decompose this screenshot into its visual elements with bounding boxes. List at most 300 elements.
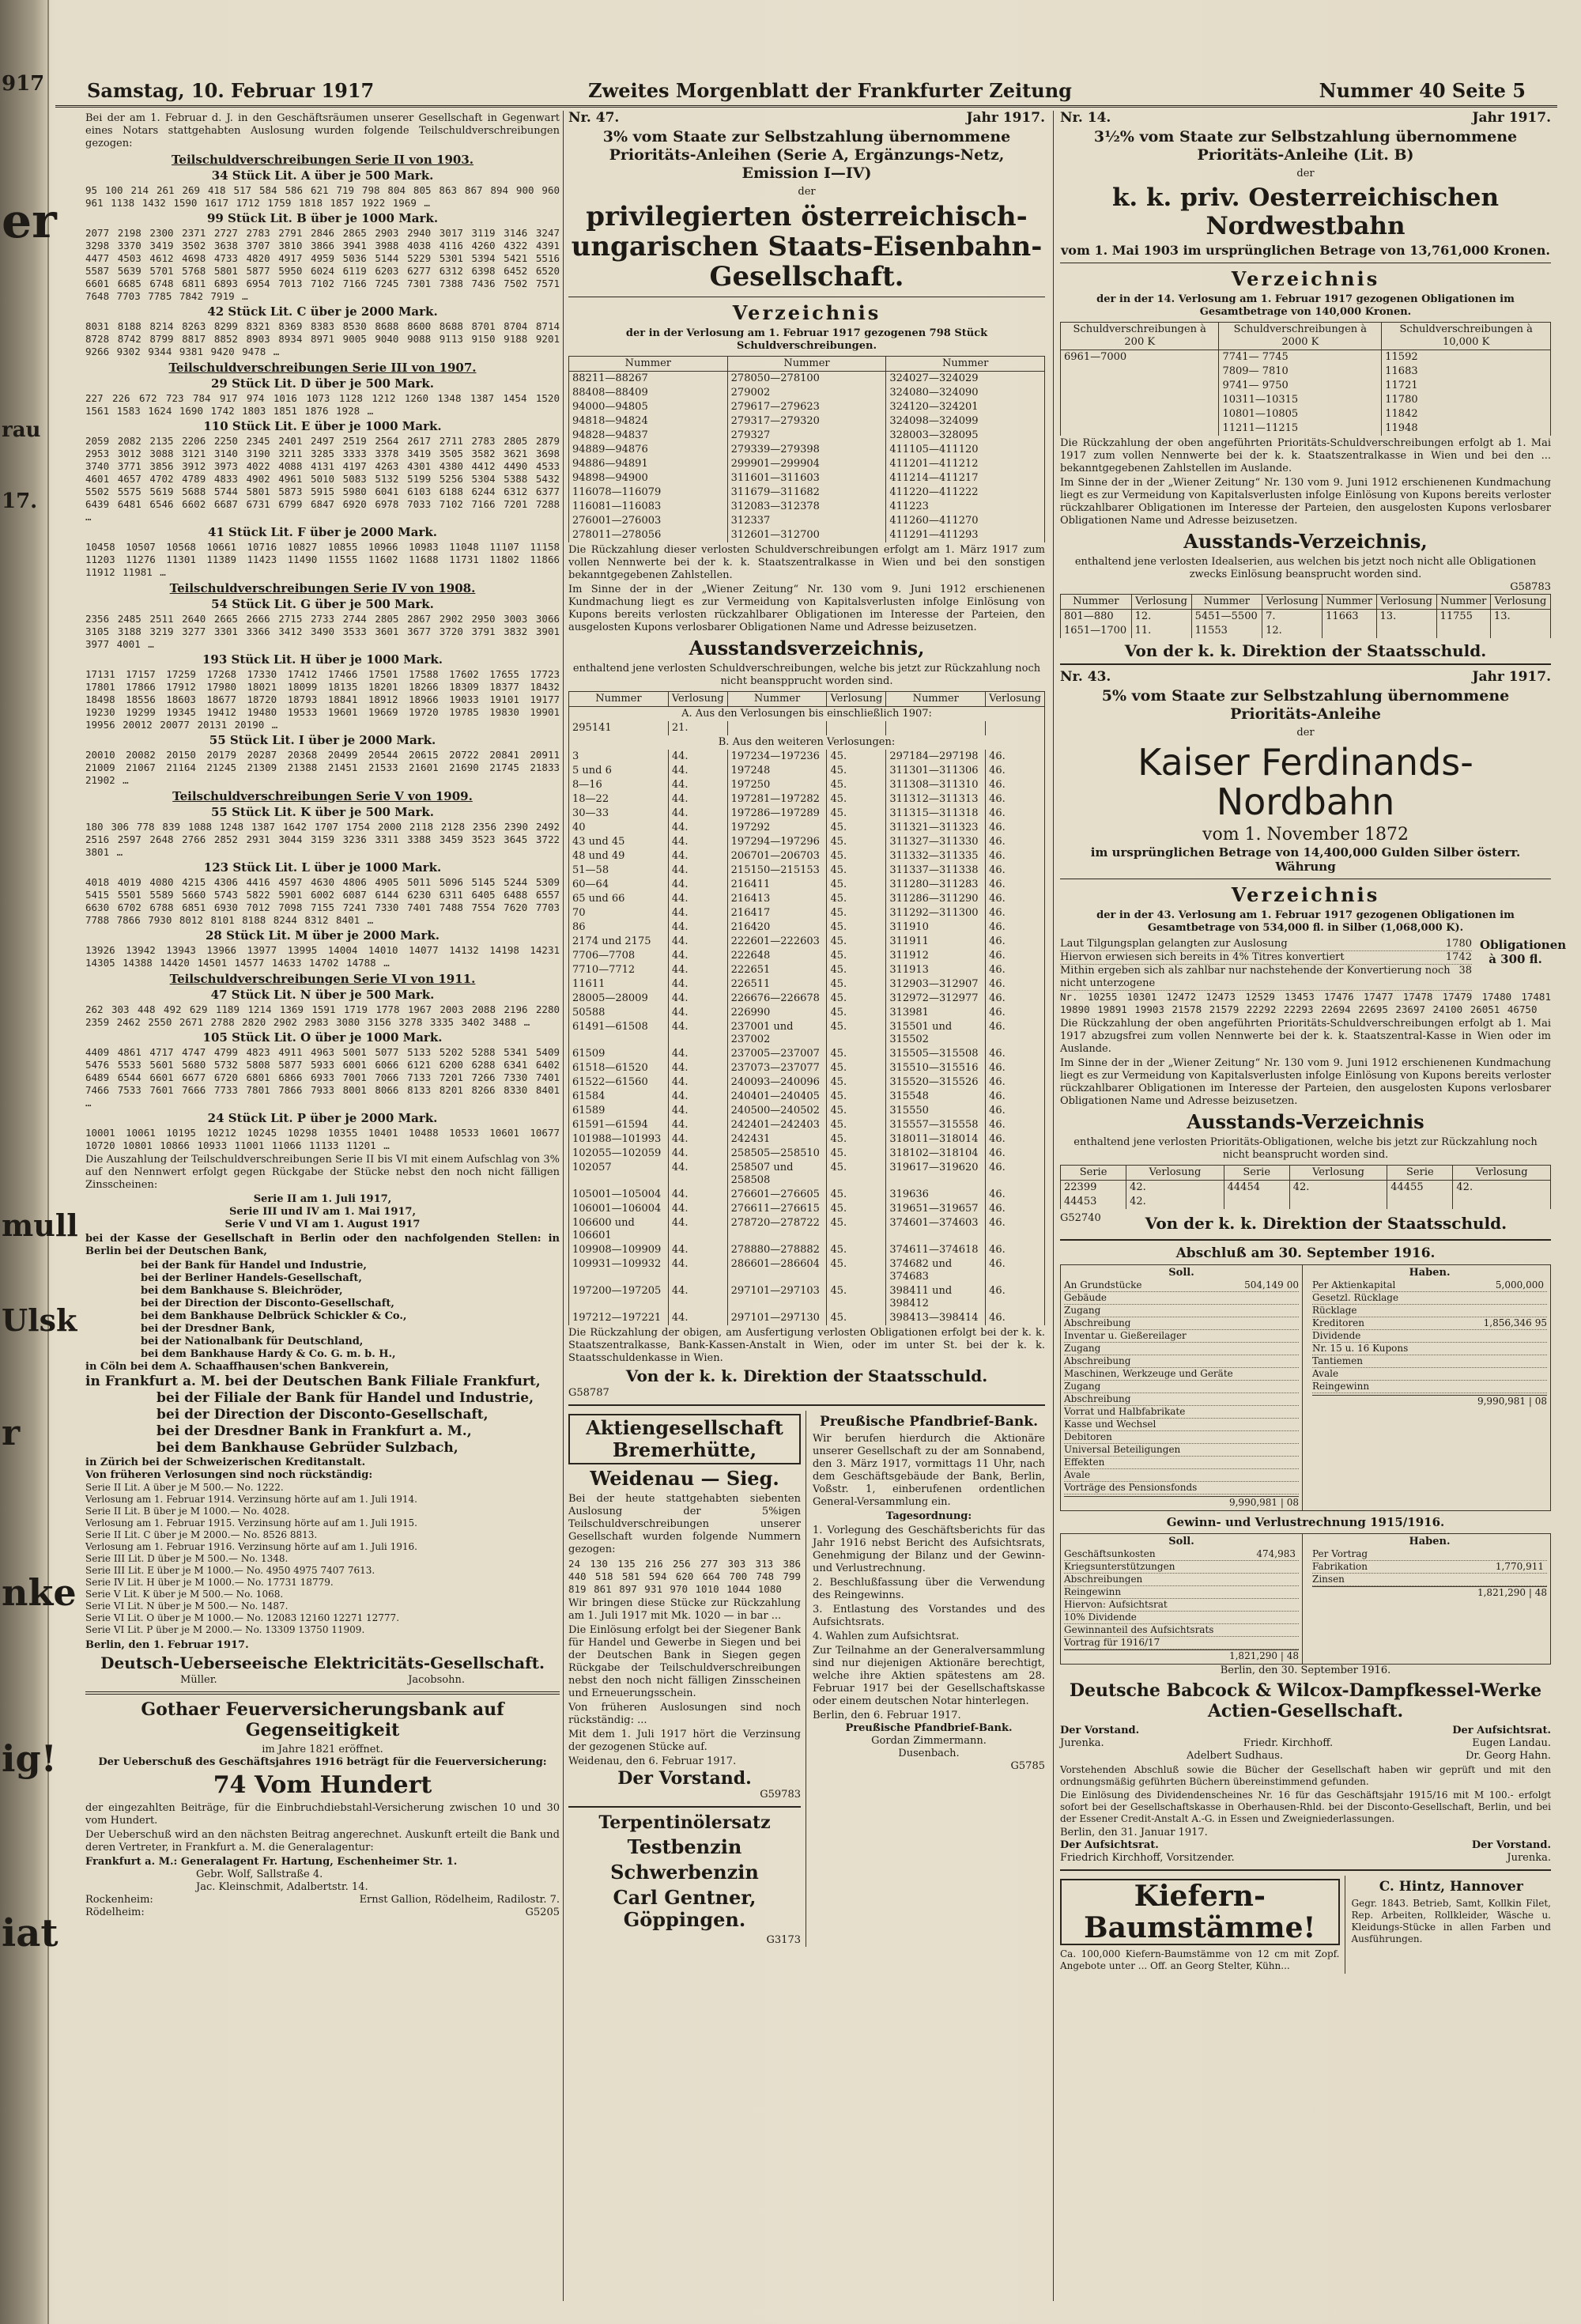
table-cell: 11663 <box>1323 610 1376 625</box>
table-cell: 215150—215153 <box>727 863 827 878</box>
table-cell: 297101—297103 <box>727 1284 827 1311</box>
table-cell: 106001—106004 <box>569 1202 669 1216</box>
table-cell: 106600 und 106601 <box>569 1216 669 1243</box>
table-cell: 11611 <box>569 977 669 992</box>
table-cell: 61522—61560 <box>569 1075 669 1090</box>
balance-side-title: Haben. <box>1409 1267 1451 1279</box>
ledger-pfennig: 95 <box>1534 1317 1547 1328</box>
series-section <box>85 972 560 1152</box>
table-cell <box>1061 393 1219 407</box>
bank-line: in Frankfurt a. M. bei der Deutschen Bank Filiale Frankfurt, <box>85 1374 541 1389</box>
babcock-aufsicht: Der Aufsichtsrat. <box>1060 1839 1159 1851</box>
table-row <box>569 1284 1045 1311</box>
edge-fragment: 917 <box>2 72 45 96</box>
table-header: Verlosung <box>827 692 886 707</box>
gotha-agent-row <box>85 1894 560 1906</box>
table-cell: 319617—319620 <box>886 1161 986 1188</box>
table-cell: 197212—197221 <box>569 1311 669 1325</box>
header-paper-title: Zweites Morgenblatt der Frankfurter Zeitung <box>588 79 1072 102</box>
edge-fragment: nke <box>2 1571 77 1614</box>
table-cell: 3 <box>569 750 669 764</box>
edge-fragment: er <box>2 194 57 249</box>
bremer-text: Von früheren Auslosungen sind noch rückständig: ... <box>568 1702 801 1726</box>
ledger-line <box>1064 1612 1299 1624</box>
table-cell: 237005—237007 <box>727 1047 827 1061</box>
table-cell: 44. <box>668 1161 727 1188</box>
ledger-line <box>1064 1457 1299 1469</box>
table-cell: 46. <box>986 1118 1045 1132</box>
table-cell: 46. <box>986 1243 1045 1257</box>
table-row <box>569 1075 1045 1090</box>
bremer-title: Aktiengesellschaft Bremerhütte, <box>568 1414 801 1464</box>
table-row <box>569 386 1045 400</box>
table-cell: 411291—411293 <box>886 528 1045 542</box>
table-cell: 311910 <box>886 920 986 935</box>
signer: Eugen Landau. <box>1472 1737 1551 1749</box>
balance-total: 1,821,290 | 48 <box>1064 1649 1299 1662</box>
table-cell: 44. <box>668 1090 727 1104</box>
ledger-line <box>1312 1574 1547 1586</box>
table-cell: 279002 <box>727 386 886 400</box>
table-row <box>1061 407 1551 421</box>
bank-line: bei der Bank für Handel und Industrie, <box>141 1260 367 1272</box>
table-header: Schuldverschreibungen à 200 K <box>1061 323 1219 350</box>
babcock-date: Berlin, den 31. Januar 1917. <box>1060 1827 1208 1838</box>
babcock-date: Berlin, den 30. September 1916. <box>1220 1665 1391 1676</box>
lot-numbers: 8031 8188 8214 8263 8299 8321 8369 8383 8530 8688 8600 8688 8701 8704 8714 8728 8742 8799 8817 8852 8903 8934 8971 9005 9040 9088 9113 9150 9188 9201 9266 9302 9344 9381 9420 9478 … <box>85 320 560 357</box>
ledger-label: Nr. 15 u. 16 Kupons <box>1312 1343 1409 1354</box>
table-row <box>569 807 1045 821</box>
table-cell: 801—880 <box>1061 610 1132 625</box>
table-row <box>569 849 1045 863</box>
table-cell: 324080—324090 <box>886 386 1045 400</box>
table-cell: 7809— 7810 <box>1219 365 1382 379</box>
arrears-intro: Von früheren Verlosungen sind noch rückständig: <box>85 1469 373 1481</box>
adjacent-page-edge <box>0 0 78 2324</box>
table-cell: 94000—94805 <box>569 400 728 414</box>
table-cell: 46. <box>986 977 1045 992</box>
table-header: Verlosung <box>1131 595 1191 610</box>
table-cell: 6961—7000 <box>1061 350 1219 365</box>
table-cell: 13. <box>1490 610 1550 625</box>
series-title: Teilschuldverschreibungen Serie III von 1907. <box>168 361 477 375</box>
signer: Müller. <box>180 1674 217 1686</box>
table-cell: 7741— 7745 <box>1219 350 1382 365</box>
table-cell: 45. <box>827 906 886 920</box>
table-row <box>569 1257 1045 1284</box>
direction-row <box>1060 1212 1551 1234</box>
plan-label: Laut Tilgungsplan gelangten zur Auslosung <box>1060 938 1288 950</box>
table-cell: 116078—116079 <box>569 486 728 500</box>
loan-title: 5% vom Staate zur Selbstzahlung übernommene Prioritäts-Anleihe <box>1101 687 1510 723</box>
table-cell: 311292—311300 <box>886 906 986 920</box>
signer: Jacobsohn. <box>408 1674 465 1686</box>
table-cell: 324120—324201 <box>886 400 1045 414</box>
bank-line: bei dem Bankhause Gebrüder Sulzbach, <box>157 1440 458 1456</box>
table-cell <box>1387 1195 1453 1209</box>
ledger-line <box>1064 1444 1299 1457</box>
lot-numbers: 262 303 448 492 629 1189 1214 1369 1591 1719 1778 1967 2003 2088 2196 2280 2359 2462 2550 2671 2788 2820 2902 2983 3080 3156 3278 3335 3402 3488 … <box>85 1003 560 1028</box>
arrears-line: Serie VI Lit. O über je M 1000.— No. 12083 12160 12271 12777. <box>85 1612 400 1623</box>
lot-label: 41 Stück Lit. F über je 2000 Mark. <box>207 525 438 539</box>
redemption-date: Serie V und VI am 1. August 1917 <box>225 1219 421 1230</box>
arrears-footer: Die Rückzahlung der obigen, am Ausfertigung verlosten Obligationen erfolgt bei der k. k. Staatszentralkasse, Bank-Kassen-Anstalt in Wien, oder im unter St. bei der k. k. Staatsschuldenkasse in Wien. <box>568 1327 1045 1364</box>
plan-label: Hiervon erwiesen sich bereits in 4% Titres konvertiert <box>1060 951 1345 963</box>
table-cell: 313981 <box>886 1006 986 1020</box>
table-cell: 44. <box>668 1118 727 1132</box>
lot-numbers: 2059 2082 2135 2206 2250 2345 2401 2497 2519 2564 2617 2711 2783 2805 2879 2953 3012 3088 3121 3140 3190 3211 3285 3333 3378 3419 3505 3582 3621 3698 3740 3771 3856 3912 3973 4022 4088 4131 4197 4263 4301 4380 4412 4490 4533 4601 4657 4702 4789 4833 4902 4961 5010 5083 5132 5199 5256 5304 5388 5432 5502 5575 5619 5688 5744 5801 5873 5915 5980 6041 6103 6188 6244 6312 6377 6439 6481 6546 6602 6687 6731 6799 6847 6920 6978 7033 7102 7166 7201 7288 … <box>85 435 560 523</box>
table-row <box>569 1104 1045 1118</box>
table-cell: 197286—197289 <box>727 807 827 821</box>
bank-line: bei der Dresdner Bank, <box>141 1323 275 1335</box>
table-row <box>569 1243 1045 1257</box>
table-cell: 45. <box>827 963 886 977</box>
table-cell: 311301—311306 <box>886 764 986 778</box>
ledger-label: Kasse und Wechsel <box>1064 1419 1157 1430</box>
bank-line: bei der Direction der Disconto-Gesellschaft, <box>157 1407 489 1423</box>
table-cell: 46. <box>986 1202 1045 1216</box>
direction-sign: Von der k. k. Direktion der Staatsschuld. <box>1124 641 1487 660</box>
table-row <box>1061 379 1551 393</box>
table-cell: 45. <box>827 1006 886 1020</box>
arrears-table <box>1060 1165 1551 1209</box>
table-cell: 13. <box>1376 610 1436 625</box>
ledger-label: Effekten <box>1064 1457 1105 1468</box>
table-cell: 216413 <box>727 892 827 906</box>
table-cell: 44. <box>668 992 727 1006</box>
ledger-label: Vortrag für 1916/17 <box>1064 1637 1160 1648</box>
table-row <box>569 1202 1045 1216</box>
bremer-advertisement <box>568 1411 806 1947</box>
table-cell: 65 und 66 <box>569 892 669 906</box>
table-cell: 315520—315526 <box>886 1075 986 1090</box>
table-row <box>569 792 1045 807</box>
railway-subtitle: im ursprünglichen Betrage von 14,400,000 Gulden Silber österr. Währung <box>1090 845 1521 874</box>
table-cell <box>1224 1195 1289 1209</box>
table-cell: 45. <box>827 892 886 906</box>
signer: Adelbert Sudhaus. <box>1187 1750 1284 1762</box>
table-row <box>1061 350 1551 365</box>
payment-text: Im Sinne der in der „Wiener Zeitung“ Nr. 130 vom 9. Juni 1912 erschienenen Kundmachung liegt es zur Vermeidung von Kapitalsverlusten infolge Einlösung von Kupons bereits verloster rückzahlbarer Obligationen im Interesse der Parteien, den ausgelosten Kupons verlosbarer Obligationen Name und Adresse beizusetzen. <box>1060 1057 1551 1107</box>
table-cell: 46. <box>986 1216 1045 1243</box>
paying-agents-berlin <box>85 1260 560 1361</box>
table-section-label: A. Aus den Verlosungen bis einschließlich 1907: <box>569 707 1045 722</box>
signoff-date: Berlin, den 1. Februar 1917. <box>85 1639 249 1651</box>
terpentin-line: Terpentinölersatz <box>598 1812 771 1833</box>
table-cell: 44. <box>668 878 727 892</box>
ledger-label: Hiervon: Aufsichtsrat <box>1064 1599 1168 1610</box>
lot-numbers: 10001 10061 10195 10212 10245 10298 10355 10401 10488 10533 10601 10677 10720 10801 10866 10933 11001 11066 11133 11201 … <box>85 1127 560 1151</box>
arrears-line: Verlosung am 1. Februar 1914. Verzinsung hörte auf am 1. Juli 1914. <box>85 1494 417 1505</box>
table-cell: 45. <box>827 1216 886 1243</box>
table-cell <box>1061 365 1219 379</box>
table-cell: 45. <box>827 1311 886 1325</box>
table-cell: 197234—197236 <box>727 750 827 764</box>
table-cell: 226990 <box>727 1006 827 1020</box>
ledger-line <box>1064 1317 1299 1330</box>
table-cell: 44. <box>668 792 727 807</box>
table-row <box>1061 421 1551 436</box>
table-cell: 197294—197296 <box>727 835 827 849</box>
table-section-label: B. Aus den weiteren Verlosungen: <box>569 735 1045 750</box>
ad-code: G59783 <box>760 1789 801 1801</box>
table-row <box>569 906 1045 920</box>
table-cell: 46. <box>986 778 1045 792</box>
ledger-line <box>1312 1561 1547 1574</box>
table-cell: 9741— 9750 <box>1219 379 1382 393</box>
table-cell: 222601—222603 <box>727 935 827 949</box>
arrears-line: Verlosung am 1. Februar 1916. Verzinsung hörte auf am 1. Juli 1916. <box>85 1541 417 1552</box>
table-cell: 10311—10315 <box>1219 393 1382 407</box>
table-cell: 11842 <box>1382 407 1551 421</box>
table-cell: 45. <box>827 878 886 892</box>
babcock-boards <box>1060 1725 1551 1737</box>
table-cell: 46. <box>986 1311 1045 1325</box>
table-cell: 43 und 45 <box>569 835 669 849</box>
table-cell: 46. <box>986 1147 1045 1161</box>
table-row <box>569 457 1045 471</box>
table-row <box>569 486 1045 500</box>
table-cell: 44. <box>668 920 727 935</box>
table-cell: 11683 <box>1382 365 1551 379</box>
table-cell: 11211—11215 <box>1219 421 1382 436</box>
pfandbrief-names: Dusenbach. <box>898 1748 960 1759</box>
drawn-numbers: Nr. 10255 10301 12472 12473 12529 13453 17476 17477 17478 17479 17480 17481 19890 19891 19903 21578 21579 22292 22293 22694 22695 23697 24100 26051 46750 <box>1060 991 1551 1015</box>
ledger-amount: 1,770,911 <box>1495 1561 1544 1572</box>
table-cell: 197250 <box>727 778 827 792</box>
table-header: Verlosung <box>668 692 727 707</box>
kiefern-text: Ca. 100,000 Kiefern-Baumstämme von 12 cm mit Zopf. Angebote unter ... Off. an Georg Stelter, Kühn... <box>1060 1948 1340 1971</box>
column-1 <box>85 111 560 2301</box>
lot-numbers: 20010 20082 20150 20179 20287 20368 20499 20544 20615 20722 20841 20911 21009 21067 21164 21245 21309 21388 21451 21533 21601 21690 21745 21833 21902 … <box>85 749 560 786</box>
table-row <box>569 935 1045 949</box>
arrears-line: Verlosung am 1. Februar 1915. Verzinsung hörte auf am 1. Juli 1915. <box>85 1517 417 1529</box>
bremer-numbers: 24 130 135 216 256 277 303 313 386 440 518 581 594 620 664 700 748 799 819 861 897 931 970 1010 1044 1080 <box>568 1558 801 1595</box>
table-cell: 116081—116083 <box>569 500 728 514</box>
header-page-number: Nummer 40 Seite 5 <box>1319 79 1526 102</box>
ledger-label: Abschreibungen <box>1064 1574 1143 1585</box>
arrears-line: Serie II Lit. A über je M 500.— No. 1222. <box>85 1482 284 1493</box>
table-row <box>1061 1195 1551 1209</box>
table-cell: 45. <box>827 849 886 863</box>
table-cell: 102057 <box>569 1161 669 1188</box>
lot-label: 110 Stück Lit. E über je 1000 Mark. <box>203 419 442 433</box>
table-cell: 45. <box>827 835 886 849</box>
bank-line: bei der Dresdner Bank in Frankfurt a. M., <box>157 1423 472 1439</box>
railway-name: Kaiser Ferdinands-Nordbahn <box>1138 741 1473 823</box>
table-row <box>1061 365 1551 379</box>
lot-label: 54 Stück Lit. G über je 500 Mark. <box>211 597 434 611</box>
babcock-vorstand: Der Vorstand. <box>1471 1839 1551 1851</box>
table-header: Verlosung <box>986 692 1045 707</box>
table-cell: 242401—242403 <box>727 1118 827 1132</box>
table-cell: 240500—240502 <box>727 1104 827 1118</box>
table-cell: 240093—240096 <box>727 1075 827 1090</box>
gotha-agent: Rockenheim: <box>85 1894 153 1906</box>
arrears-title: Ausstandsverzeichnis, <box>689 637 925 659</box>
bremer-place: Weidenau — Sieg. <box>590 1467 779 1490</box>
loan-title: 3½% vom Staate zur Selbstzahlung übernommene Prioritäts-Anleihe (Lit. B) <box>1093 128 1518 164</box>
lot-label: 123 Stück Lit. L über je 1000 Mark. <box>203 860 442 875</box>
bremer-date: Weidenau, den 6. Februar 1917. <box>568 1755 737 1767</box>
table-cell: 45. <box>827 977 886 992</box>
table-cell: 70 <box>569 906 669 920</box>
series-section <box>85 361 560 579</box>
ledger-label: Reingewinn <box>1064 1586 1122 1597</box>
arrears-table <box>568 691 1045 1325</box>
table-row <box>569 1006 1045 1020</box>
balance-columns <box>1060 1264 1551 1511</box>
table-cell: 46. <box>986 1284 1045 1311</box>
agenda-item: 3. Entlastung des Vorstandes und des Aufsichtsrats. <box>813 1604 1045 1628</box>
lot-numbers: 180 306 778 839 1088 1248 1387 1642 1707 1754 2000 2118 2128 2356 2390 2492 2516 2597 2648 2766 2852 2931 3044 3159 3236 3311 3388 3459 3523 3645 3722 3801 … <box>85 821 560 858</box>
ledger-label: Universal Beteiligungen <box>1064 1444 1181 1455</box>
table-cell: 324098—324099 <box>886 414 1045 429</box>
table-cell: 311312—311313 <box>886 792 986 807</box>
gotha-agent: Gebr. Wolf, Sallstraße 4. <box>196 1869 323 1880</box>
list-title: Verzeichnis <box>732 301 881 324</box>
table-cell: 7706—7708 <box>569 949 669 963</box>
table-header: Nummer <box>886 357 1045 372</box>
table-cell: 222648 <box>727 949 827 963</box>
edge-fragment: r <box>2 1413 21 1453</box>
table-cell: 46. <box>986 1132 1045 1147</box>
balance-title: Abschluß am 30. September 1916. <box>1175 1245 1436 1261</box>
ledger-label: 10% Dividende <box>1064 1612 1137 1623</box>
babcock-name: Deutsche Babcock & Wilcox-Dampfkessel-Werke Actien-Gesellschaft. <box>1069 1680 1542 1721</box>
table-header: Nummer <box>727 357 886 372</box>
terpentin-maker: Carl Gentner, Göppingen. <box>613 1886 757 1931</box>
ledger-line <box>1312 1330 1547 1343</box>
table-cell: 318102—318104 <box>886 1147 986 1161</box>
bremer-text: Wir bringen diese Stücke zur Rückzahlung am 1. Juli 1917 mit Mk. 1020 — in bar ... <box>568 1597 801 1622</box>
table-row <box>569 414 1045 429</box>
table-row <box>569 471 1045 486</box>
bank-line: bei dem Bankhause Hardy & Co. G. m. b. H., <box>141 1348 396 1360</box>
table-cell: 411201—411212 <box>886 457 1045 471</box>
series-title: Teilschuldverschreibungen Serie IV von 1908. <box>169 581 476 595</box>
bremer-text: Bei der heute stattgehabten siebenten Auslosung der 5%igen Teilschuldverschreibungen unserer Gesellschaft wurden folgende Nummern gezogen: <box>568 1493 801 1555</box>
table-cell: 44. <box>668 977 727 992</box>
loan-title: 3% vom Staate zur Selbstzahlung übernommene Prioritäts-Anleihen (Serie A, Ergänzungs-Netz, Emission I—IV) <box>602 128 1011 182</box>
table-cell: 315501 und 315502 <box>886 1020 986 1047</box>
table-cell: 11755 <box>1436 610 1490 625</box>
table-cell: 258505—258510 <box>727 1147 827 1161</box>
table-cell: 44. <box>668 1284 727 1311</box>
table-cell: 46. <box>986 949 1045 963</box>
table-header: Serie <box>1224 1166 1289 1181</box>
list-title: Verzeichnis <box>1231 883 1380 906</box>
pfandbrief-org: Preußische Pfandbrief-Bank. <box>845 1722 1013 1734</box>
table-cell: 398413—398414 <box>886 1311 986 1325</box>
table-cell: 276611—276615 <box>727 1202 827 1216</box>
ledger-line <box>1064 1469 1299 1482</box>
ledger-label: Abschreibung <box>1064 1393 1131 1404</box>
ledger-label: Dividende <box>1312 1330 1361 1341</box>
table-row <box>569 528 1045 542</box>
lot-label: 55 Stück Lit. I über je 2000 Mark. <box>209 733 436 747</box>
ledger-line <box>1312 1279 1547 1292</box>
table-cell: 374601—374603 <box>886 1216 986 1243</box>
ledger-line <box>1312 1305 1547 1317</box>
ledger-line <box>1064 1292 1299 1305</box>
ledger-label: Tantiemen <box>1312 1355 1363 1366</box>
table-cell: 197248 <box>727 764 827 778</box>
series-title: Teilschuldverschreibungen Serie V von 1909. <box>172 789 473 803</box>
table-cell: 44. <box>668 1075 727 1090</box>
terpentin-line: Schwerbenzin <box>610 1861 759 1884</box>
table-cell: 44. <box>668 949 727 963</box>
ledger-line <box>1064 1624 1299 1637</box>
bank-line: bei der Direction der Disconto-Gesellschaft, <box>141 1298 394 1309</box>
bremer-sign: Der Vorstand. <box>617 1768 752 1789</box>
table-cell: 21. <box>668 721 727 735</box>
table-cell: 61584 <box>569 1090 669 1104</box>
ledger-line <box>1064 1343 1299 1355</box>
lot-numbers: 95 100 214 261 269 418 517 584 586 621 719 798 804 805 863 867 894 900 960 961 1138 1432 1590 1617 1712 1759 1818 1857 1922 1969 … <box>85 184 560 209</box>
balance-haben <box>1309 1265 1550 1510</box>
connector: der <box>1296 727 1315 739</box>
bank-line: bei der Filiale der Bank für Handel und Industrie, <box>157 1390 534 1406</box>
table-cell: 311286—311290 <box>886 892 986 906</box>
plan-line <box>1060 938 1472 951</box>
table-header: Nummer <box>569 692 669 707</box>
bremer-text: Die Einlösung erfolgt bei der Siegener Bank für Handel und Gewerbe in Siegen und bei der Deutschen Bank in Siegen gegen Rückgabe der Teilschuldverschreibungen nebst den noch nicht fälligen Zinsscheinen und Erneuerungsschein. <box>568 1624 801 1699</box>
ledger-line <box>1064 1574 1299 1586</box>
table-cell: 44. <box>668 892 727 906</box>
table-cell: 315510—315516 <box>886 1061 986 1075</box>
table-cell: 318011—318014 <box>886 1132 986 1147</box>
table-cell: 46. <box>986 906 1045 920</box>
table-row <box>1061 624 1551 638</box>
arrears-title: Ausstands-Verzeichnis <box>1187 1110 1424 1133</box>
table-cell: 94818—94824 <box>569 414 728 429</box>
signer: Dr. Georg Hahn. <box>1465 1750 1551 1762</box>
table-cell <box>1453 1195 1551 1209</box>
table-row <box>569 835 1045 849</box>
table-cell: 324027—324029 <box>886 372 1045 387</box>
table-row <box>569 863 1045 878</box>
pfandbrief-title: Preußische Pfandbrief-Bank. <box>820 1414 1038 1430</box>
table-cell: 45. <box>827 1147 886 1161</box>
table-cell: 46. <box>986 963 1045 977</box>
arrears-line: Serie IV Lit. H über je M 1000.— No. 17731 18779. <box>85 1577 334 1588</box>
balance-total: 9,990,981 | 08 <box>1312 1395 1547 1408</box>
table-cell: 216411 <box>727 878 827 892</box>
table-cell: 216417 <box>727 906 827 920</box>
table-cell: 411223 <box>886 500 1045 514</box>
table-cell: 311337—311338 <box>886 863 986 878</box>
table-cell: 61518—61520 <box>569 1061 669 1075</box>
table-cell: 216420 <box>727 920 827 935</box>
connector: der <box>798 186 816 198</box>
signer: Jurenka. <box>1060 1737 1104 1749</box>
hintz-advertisement <box>1352 1876 1552 1974</box>
table-cell: 45. <box>827 1090 886 1104</box>
kiefern-row <box>1060 1876 1551 1974</box>
table-cell: 44. <box>668 1311 727 1325</box>
drawn-bonds-table <box>568 356 1045 542</box>
table-cell: 1651—1700 <box>1061 624 1132 638</box>
table-cell: 42. <box>1289 1181 1387 1196</box>
ledger-label: Zinsen <box>1312 1574 1345 1585</box>
table-row <box>569 1020 1045 1047</box>
table-cell: 279339—279398 <box>727 443 886 457</box>
table-cell: 45. <box>827 821 886 835</box>
ledger-line <box>1064 1637 1299 1649</box>
table-cell: 222651 <box>727 963 827 977</box>
table-cell: 297101—297130 <box>727 1311 827 1325</box>
